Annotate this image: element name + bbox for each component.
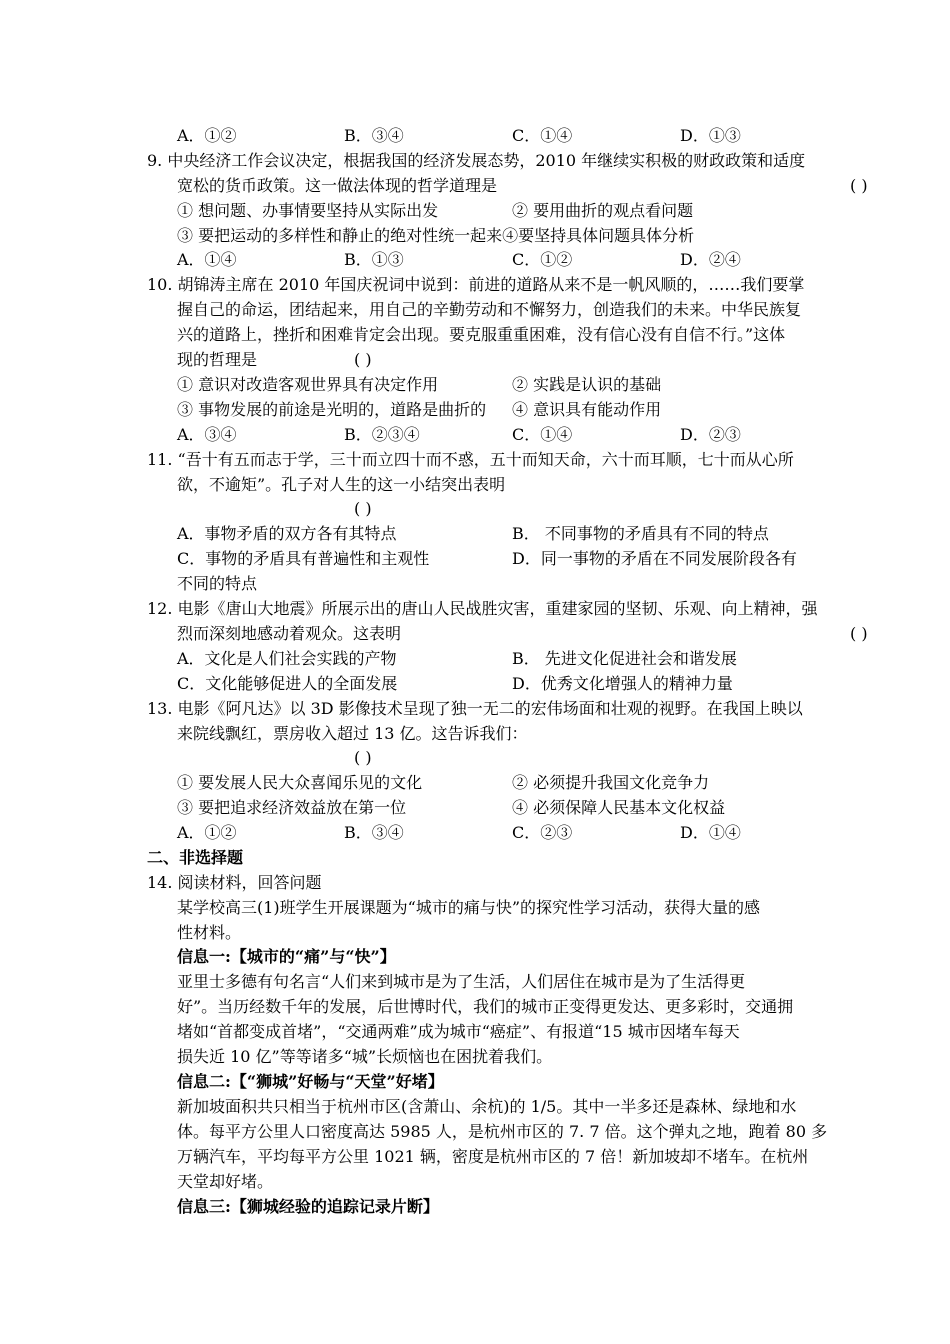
q12-stem-line1: 12. 电影《唐山大地震》所展示出的唐山人民战胜灾害，重建家园的坚韧、乐观、向上精神，强 xyxy=(147,599,818,618)
q12-option-b: B． 先进文化促进社会和谐发展 xyxy=(512,649,737,668)
q12-option-a: A．文化是人们社会实践的产物 xyxy=(177,649,397,668)
q10-option-b: B．②③④ xyxy=(344,425,420,444)
q14-intro-line2: 性材料。 xyxy=(177,923,242,942)
q9-option-d: D．②④ xyxy=(680,250,741,269)
info2-line3: 万辆汽车，平均每平方公里 1021 辆，密度是杭州市区的 7 倍！新加坡却不堵车。在杭州 xyxy=(177,1147,809,1166)
q12-answer-paren: ( ) xyxy=(850,624,868,643)
q8-option-c: C．①④ xyxy=(512,126,573,145)
q10-answer-paren: ( ) xyxy=(354,350,372,369)
q13-statement-4: ④ 必须保障人民基本文化权益 xyxy=(512,798,726,817)
q9-stem-line1: 9. 中央经济工作会议决定，根据我国的经济发展态势，2010 年继续实积极的财政政策和适度 xyxy=(147,151,806,170)
info1-line1: 亚里士多德有句名言“人们来到城市是为了生活，人们居住在城市是为了生活得更 xyxy=(177,972,746,991)
q14-intro-line1: 某学校高三(1)班学生开展课题为“城市的痛与快”的探究性学习活动，获得大量的感 xyxy=(177,898,761,917)
q10-stem-line2: 握自己的命运，团结起来，用自己的辛勤劳动和不懈努力，创造我们的未来。中华民族复 xyxy=(177,300,802,319)
q13-option-a: A．①② xyxy=(177,823,237,842)
info2-line2: 体。每平方公里人口密度高达 5985 人，是杭州市区的 7. 7 倍。这个弹丸之地，跑着 80 多 xyxy=(177,1122,828,1141)
q13-option-d: D．①④ xyxy=(680,823,741,842)
q10-option-a: A．③④ xyxy=(177,425,237,444)
q11-option-d-cont: 不同的特点 xyxy=(177,574,258,593)
q9-statement-3: ③ 要把运动的多样性和静止的绝对性统一起来④要坚持具体问题具体分析 xyxy=(177,226,695,245)
q12-stem-line2: 烈而深刻地感动着观众。这表明 xyxy=(177,624,402,643)
info1-line3: 堵如“首都变成首堵”，“交通两难”成为城市“癌症”、有报道“15 城市因堵车每天 xyxy=(177,1022,740,1041)
q13-statement-2: ② 必须提升我国文化竞争力 xyxy=(512,773,710,792)
q9-statement-1: ① 想问题、办事情要坚持从实际出发 xyxy=(177,201,439,220)
info2-title: 信息二:【“狮城”好畅与“天堂”好堵】 xyxy=(177,1072,444,1091)
q8-option-a: A．①② xyxy=(177,126,237,145)
q10-stem-line4: 现的哲理是 xyxy=(177,350,258,369)
q10-option-d: D．②③ xyxy=(680,425,741,444)
q12-option-c: C．文化能够促进人的全面发展 xyxy=(177,674,398,693)
q13-answer-paren: ( ) xyxy=(354,748,372,767)
q13-option-b: B．③④ xyxy=(344,823,404,842)
info2-line1: 新加坡面积共只相当于杭州市区(含萧山、余杭)的 1/5。其中一半多还是森林、绿地和水 xyxy=(177,1097,797,1116)
q9-option-a: A．①④ xyxy=(177,250,237,269)
q10-statement-2: ② 实践是认识的基础 xyxy=(512,375,662,394)
q11-option-d: D．同一事物的矛盾在不同发展阶段各有 xyxy=(512,549,797,568)
info1-title: 信息一:【城市的“痛”与“快”】 xyxy=(177,947,396,966)
q12-option-d: D．优秀文化增强人的精神力量 xyxy=(512,674,733,693)
q13-stem-line2: 来院线飘红，票房收入超过 13 亿。这告诉我们： xyxy=(177,724,528,743)
q10-statement-3: ③ 事物发展的前途是光明的，道路是曲折的 xyxy=(177,400,487,419)
q11-option-a: A．事物矛盾的双方各有其特点 xyxy=(177,524,397,543)
q13-stem-line1: 13. 电影《阿凡达》以 3D 影像技术呈现了独一无二的宏伟场面和壮观的视野。在我国上映以 xyxy=(147,699,803,718)
q9-option-c: C．①② xyxy=(512,250,573,269)
q11-option-c: C．事物的矛盾具有普遍性和主观性 xyxy=(177,549,430,568)
q9-statement-2: ② 要用曲折的观点看问题 xyxy=(512,201,694,220)
q14-stem: 14. 阅读材料，回答问题 xyxy=(147,873,322,892)
q13-statement-1: ① 要发展人民大众喜闻乐见的文化 xyxy=(177,773,423,792)
q10-statement-4: ④ 意识具有能动作用 xyxy=(512,400,662,419)
info2-line4: 天堂却好堵。 xyxy=(177,1172,274,1191)
q9-option-b: B．①③ xyxy=(344,250,404,269)
q13-statement-3: ③ 要把追求经济效益放在第一位 xyxy=(177,798,407,817)
q10-statement-1: ① 意识对改造客观世界具有决定作用 xyxy=(177,375,439,394)
q9-answer-paren: ( ) xyxy=(850,176,868,195)
q10-stem-line3: 兴的道路上，挫折和困难肯定会出现。要克服重重困难，没有信心没有自信不行。”这体 xyxy=(177,325,786,344)
q11-stem-line2: 欲，不逾矩”。孔子对人生的这一小结突出表明 xyxy=(177,475,506,494)
q10-option-c: C．①④ xyxy=(512,425,573,444)
info3-title: 信息三:【狮城经验的追踪记录片断】 xyxy=(177,1197,439,1216)
q11-answer-paren: ( ) xyxy=(354,499,372,518)
q11-option-b: B． 不同事物的矛盾具有不同的特点 xyxy=(512,524,769,543)
q13-option-c: C．②③ xyxy=(512,823,573,842)
info1-line4: 损失近 10 亿”等等诸多“城”长烦恼也在困扰着我们。 xyxy=(177,1047,553,1066)
q8-option-b: B．③④ xyxy=(344,126,404,145)
q10-stem-line1: 10. 胡锦涛主席在 2010 年国庆祝词中说到：前进的道路从来不是一帆风顺的，……我们要掌 xyxy=(147,275,805,294)
section-heading: 二、非选择题 xyxy=(147,848,244,867)
q11-stem-line1: 11. “吾十有五而志于学，三十而立四十而不惑，五十而知天命，六十而耳顺，七十而从心所 xyxy=(147,450,794,469)
q8-option-d: D．①③ xyxy=(680,126,741,145)
q9-stem-line2: 宽松的货币政策。这一做法体现的哲学道理是 xyxy=(177,176,498,195)
info1-line2: 好”。当历经数千年的发展，后世博时代，我们的城市正变得更发达、更多彩时，交通拥 xyxy=(177,997,794,1016)
